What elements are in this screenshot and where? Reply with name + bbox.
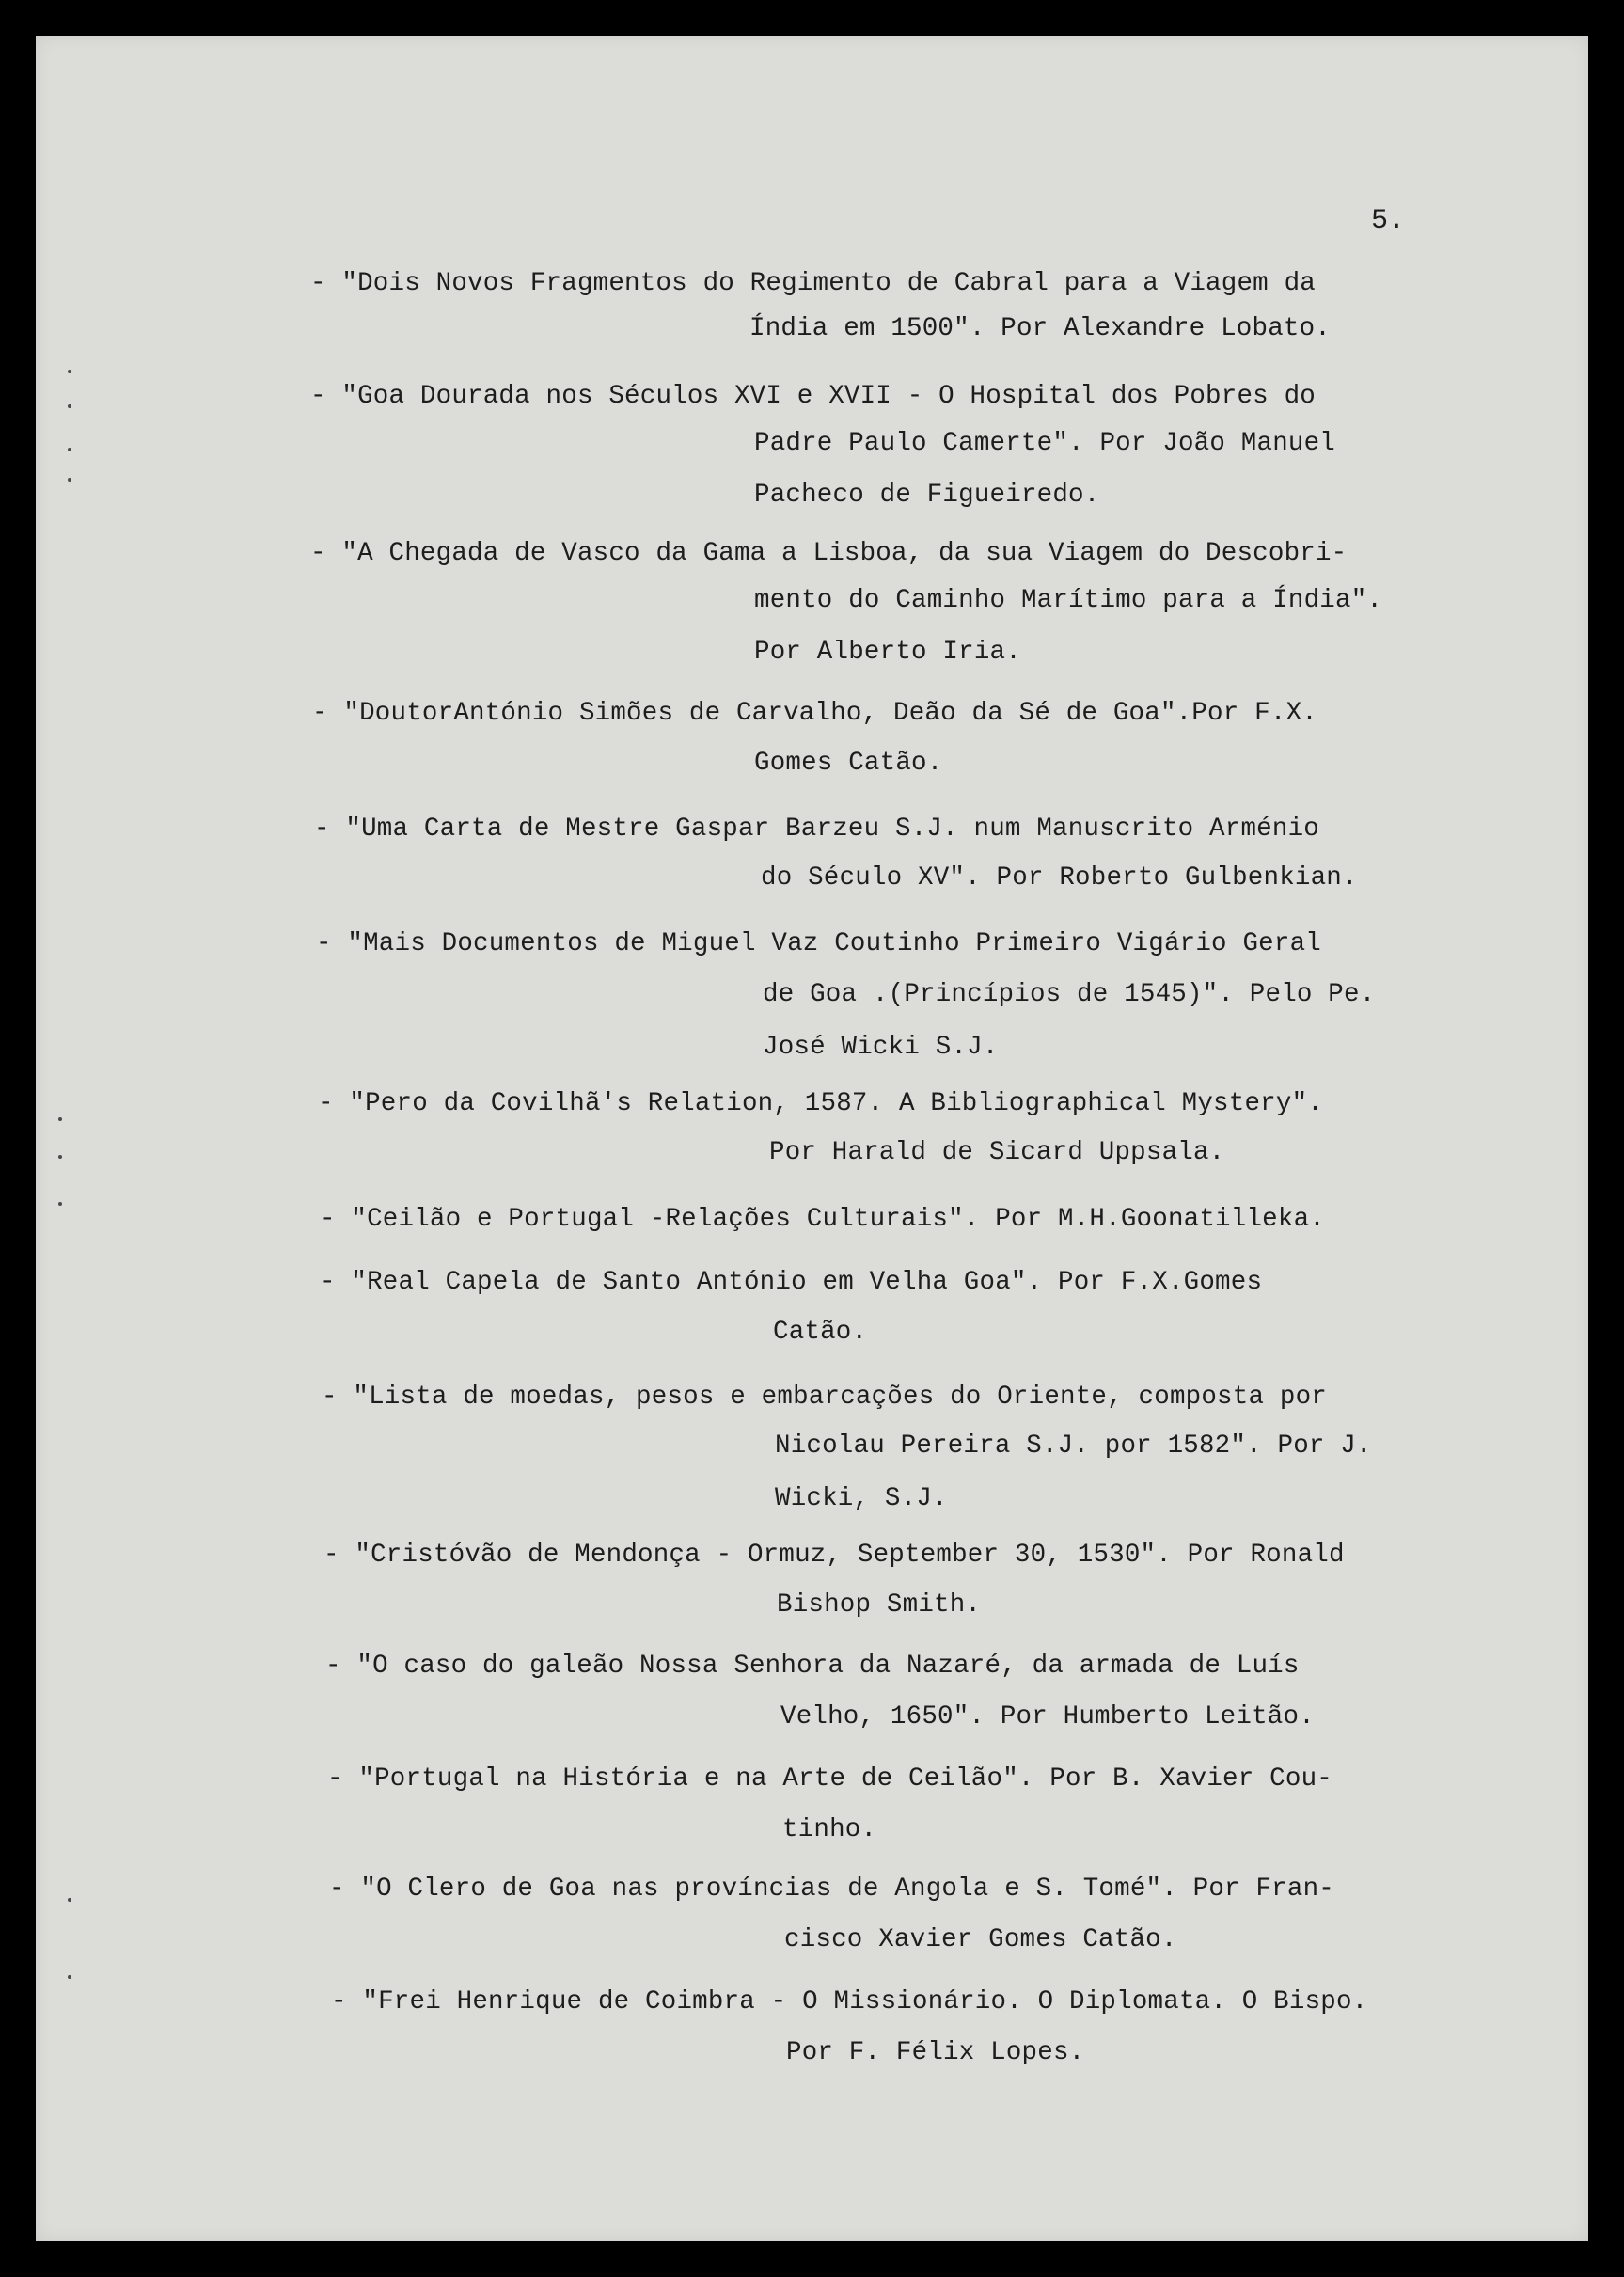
entry-line: - "Real Capela de Santo António em Velha Goa". Por F.X.Gomes bbox=[320, 1268, 1263, 1297]
entry-line: - "O Clero de Goa nas províncias de Angola e S. Tomé". Por Fran- bbox=[329, 1874, 1334, 1904]
binding-hole-mark bbox=[68, 478, 71, 482]
entry-line: - "Frei Henrique de Coimbra - O Missionário. O Diplomata. O Bispo. bbox=[331, 1987, 1368, 2016]
binding-hole-mark bbox=[58, 1155, 62, 1159]
entry-line: - "Ceilão e Portugal -Relações Culturais". Por M.H.Goonatilleka. bbox=[320, 1205, 1325, 1234]
binding-hole-mark bbox=[68, 448, 71, 451]
entry-line: de Goa .(Princípios de 1545)". Pelo Pe. bbox=[763, 980, 1376, 1009]
entry-line: - "A Chegada de Vasco da Gama a Lisboa, da sua Viagem do Descobri- bbox=[310, 539, 1348, 568]
entry-line: José Wicki S.J. bbox=[763, 1033, 999, 1062]
entry-line: Por F. Félix Lopes. bbox=[786, 2038, 1085, 2067]
entry-line: Por Harald de Sicard Uppsala. bbox=[769, 1138, 1225, 1167]
entry-line: do Século XV". Por Roberto Gulbenkian. bbox=[761, 863, 1358, 893]
entry-line: Wicki, S.J. bbox=[775, 1484, 948, 1513]
binding-hole-mark bbox=[58, 1202, 62, 1206]
entry-line: - "O caso do galeão Nossa Senhora da Nazaré, da armada de Luís bbox=[325, 1652, 1300, 1681]
entry-line: - "Pero da Covilhã's Relation, 1587. A Bibliographical Mystery". bbox=[318, 1089, 1323, 1118]
entry-line: - "Lista de moedas, pesos e embarcações do Oriente, composta por bbox=[322, 1383, 1327, 1412]
entry-line: Por Alberto Iria. bbox=[754, 638, 1021, 667]
entry-line: Catão. bbox=[773, 1318, 868, 1347]
entry-line: tinho. bbox=[782, 1815, 877, 1844]
entry-line: - "Mais Documentos de Miguel Vaz Coutinho Primeiro Vigário Geral bbox=[316, 929, 1321, 958]
entry-line: Bishop Smith. bbox=[777, 1590, 982, 1620]
binding-hole-mark bbox=[58, 1117, 62, 1121]
entry-line: Pacheco de Figueiredo. bbox=[754, 481, 1100, 510]
document-page bbox=[36, 36, 1588, 2241]
entry-line: Velho, 1650". Por Humberto Leitão. bbox=[780, 1702, 1315, 1731]
binding-hole-mark bbox=[68, 1898, 71, 1902]
entry-line: - "Cristóvão de Mendonça - Ormuz, September 30, 1530". Por Ronald bbox=[323, 1541, 1345, 1570]
entry-line: - "DoutorAntónio Simões de Carvalho, Deão da Sé de Goa".Por F.X. bbox=[312, 699, 1317, 728]
binding-hole-mark bbox=[68, 1975, 71, 1979]
page-number: 5. bbox=[1371, 205, 1406, 237]
entry-line: cisco Xavier Gomes Catão. bbox=[784, 1925, 1177, 1954]
entry-line: mento do Caminho Marítimo para a Índia". bbox=[754, 586, 1383, 615]
binding-hole-mark bbox=[68, 404, 71, 408]
entry-line: - "Goa Dourada nos Séculos XVI e XVII - O Hospital dos Pobres do bbox=[310, 382, 1316, 411]
entry-line: Nicolau Pereira S.J. por 1582". Por J. bbox=[775, 1431, 1372, 1461]
entry-line: Gomes Catão. bbox=[754, 749, 943, 778]
entry-line: - "Dois Novos Fragmentos do Regimento de Cabral para a Viagem da bbox=[310, 269, 1316, 298]
entry-line: Índia em 1500". Por Alexandre Lobato. bbox=[749, 314, 1331, 343]
entry-line: Padre Paulo Camerte". Por João Manuel bbox=[754, 429, 1335, 458]
binding-hole-mark bbox=[68, 370, 71, 373]
entry-line: - "Portugal na História e na Arte de Ceilão". Por B. Xavier Cou- bbox=[327, 1764, 1332, 1794]
entry-line: - "Uma Carta de Mestre Gaspar Barzeu S.J. num Manuscrito Arménio bbox=[314, 814, 1319, 844]
